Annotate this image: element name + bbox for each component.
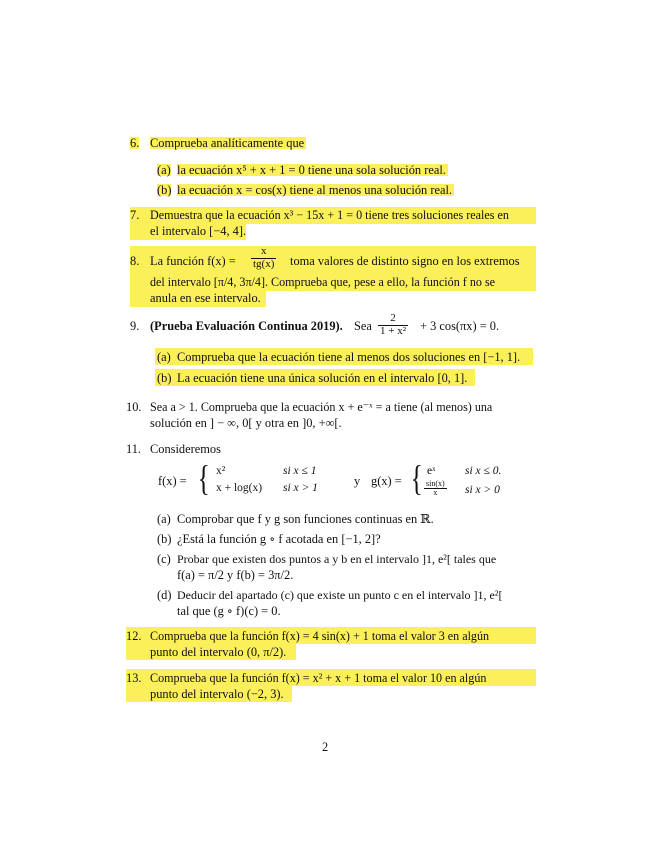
- g-definition-label: g(x) =: [371, 474, 402, 488]
- fraction: $\frac{x}{tg(x)}$: [253, 245, 275, 270]
- exercise-bold-title: (Prueba Evaluación Continua 2019).: [150, 319, 343, 333]
- subitem-text: la ecuación x = cos(x) tiene al menos una solución real.: [177, 183, 453, 197]
- subitem-text: Comprobar que f y g son funciones continuas en ℝ.: [177, 512, 434, 526]
- exercise-line: Comprueba que la función f(x) = 4 sin(x) + 1 toma el valor 3 en algún: [150, 629, 490, 643]
- exercise-line: el intervalo [−4, 4].: [150, 224, 247, 238]
- exercise-line: Comprueba que la función f(x) = x² + x + 1 toma el valor 10 en algún: [150, 671, 487, 685]
- fraction: $\frac{2}{\text{1 + x²}}$: [380, 312, 407, 337]
- brace-icon: {: [410, 458, 423, 498]
- f-case-expr: x²: [216, 465, 226, 477]
- f-case-cond: si x ≤ 1: [283, 465, 317, 477]
- exercise-text: Consideremos: [150, 442, 221, 456]
- g-case-cond: si x ≤ 0.: [465, 465, 502, 477]
- subitem-label: (d): [157, 588, 172, 602]
- subitem-label: (b): [157, 532, 172, 546]
- subitem-line: tal que (g ∘ f)(c) = 0.: [177, 604, 281, 618]
- f-definition-label: f(x) =: [158, 474, 187, 488]
- and-word: y: [354, 474, 361, 488]
- f-case-expr: x + log(x): [216, 482, 263, 494]
- subitem-text: la ecuación x⁵ + x + 1 = 0 tiene una sola solución real.: [177, 163, 446, 177]
- g-case-fraction: $\frac{\sin(x)}{x}$: [426, 479, 445, 498]
- subitem-text: La ecuación tiene una única solución en el intervalo [0, 1].: [177, 371, 468, 385]
- exercise-suffix: + 3 cos(πx) = 0.: [420, 319, 500, 333]
- subitem-label: (a): [157, 163, 171, 177]
- exercise-line: Sea a > 1. Comprueba que la ecuación x + e⁻ˣ = a tiene (al menos) una: [150, 400, 493, 414]
- exercise-number: 6.: [130, 136, 140, 150]
- exercise-number: 11.: [126, 442, 142, 456]
- subitem-text: Comprueba que la ecuación tiene al menos dos soluciones en [−1, 1].: [177, 350, 521, 364]
- g-case-expr: eˣ: [427, 465, 436, 477]
- exercise-prefix: Sea: [354, 319, 372, 333]
- subitem-line: Probar que existen dos puntos a y b en el intervalo ]1, e²[ tales que: [177, 552, 497, 566]
- subitem-label: (c): [157, 552, 171, 566]
- subitem-label: (a): [157, 512, 171, 526]
- exercise-number: 10.: [126, 400, 142, 414]
- subitem-line: Deducir del apartado (c) que existe un punto c en el intervalo ]1, e²[: [177, 588, 503, 602]
- exercise-line: solución en ] − ∞, 0[ y otra en ]0, +∞[.: [150, 416, 342, 430]
- exercise-line: punto del intervalo (−2, 3).: [150, 687, 284, 701]
- exercise-text: Comprueba analíticamente que: [150, 136, 305, 150]
- exercise-suffix: toma valores de distinto signo en los extremos: [290, 254, 520, 268]
- brace-icon: {: [197, 458, 210, 498]
- subitem-label: (b): [157, 371, 172, 385]
- f-case-cond: si x > 1: [283, 482, 318, 494]
- exercise-line: del intervalo [π/4, 3π/4]. Comprueba que, pese a ello, la función f no se: [150, 275, 496, 289]
- exercise-number: 7.: [130, 208, 140, 222]
- exercise-number: 13.: [126, 671, 142, 685]
- subitem-text: ¿Está la función g ∘ f acotada en [−1, 2]?: [177, 532, 381, 546]
- exercise-prefix: La función f(x) =: [150, 254, 236, 268]
- subitem-label: (a): [157, 350, 171, 364]
- g-case-cond: si x > 0: [465, 484, 500, 496]
- exercise-line: punto del intervalo (0, π/2).: [150, 645, 287, 659]
- exercise-line: Demuestra que la ecuación x³ − 15x + 1 = 0 tiene tres soluciones reales en: [150, 208, 509, 222]
- subitem-line: f(a) = π/2 y f(b) = 3π/2.: [177, 568, 294, 582]
- exercise-number: 8.: [130, 254, 140, 268]
- page-number: 2: [322, 740, 329, 754]
- exercise-number: 12.: [126, 629, 142, 643]
- exercise-line: anula en ese intervalo.: [150, 291, 261, 305]
- subitem-label: (b): [157, 183, 172, 197]
- exercise-number: 9.: [130, 319, 140, 333]
